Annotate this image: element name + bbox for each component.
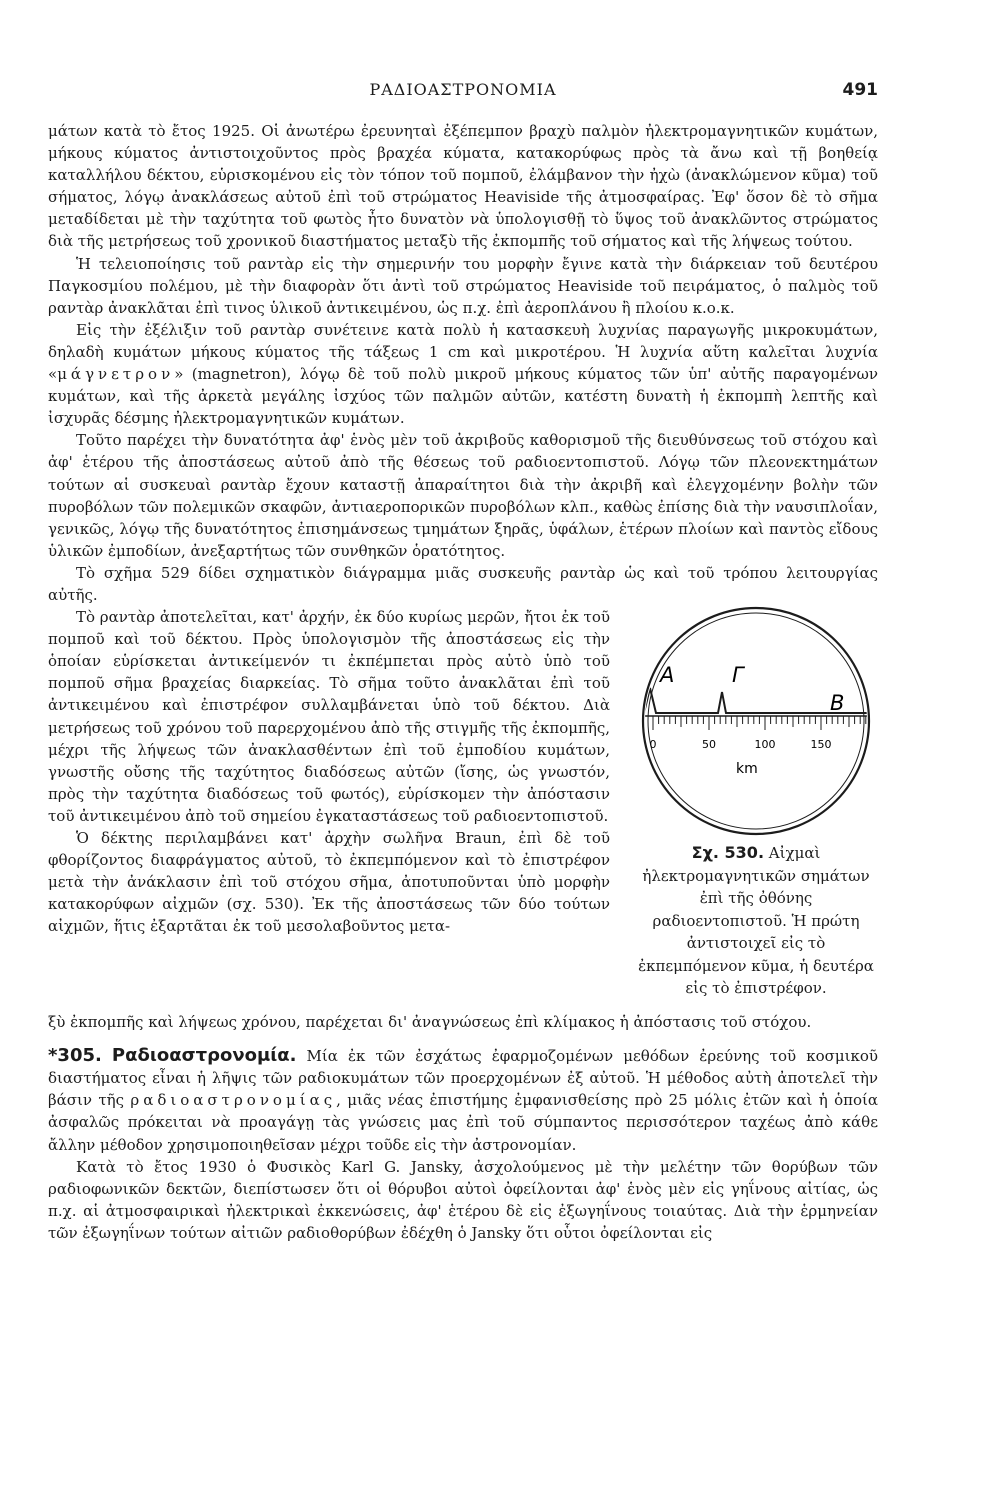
section-title: Ραδιοαστρονομία. bbox=[111, 1045, 297, 1067]
paragraph-magnetron bbox=[48, 319, 878, 429]
running-title: ΡΑΔΙΟΑΣΤΡΟΝΟΜΙΑ bbox=[369, 80, 557, 99]
radar-screen-outer-rim bbox=[643, 608, 869, 834]
caption-label: Σχ. 530. bbox=[691, 843, 765, 863]
magnetron-spaced-word: μάγνετρον bbox=[57, 365, 175, 384]
radioastronomy-spaced-word: ραδιοαστρονομίας bbox=[130, 1091, 337, 1110]
scale-ticks bbox=[653, 716, 877, 730]
label-g: Γ bbox=[732, 663, 744, 688]
paragraph-radar-perfection: Ἡ τελειοποίησις τοῦ ραντὰρ εἰς τὴν σημερινήν του μορφὴν ἔγινε κατὰ τὴν διάρκειαν τοῦ δευτέρου Παγκοσμίου πολέμου, μὲ τὴν διαφορὰν ὅτι ἀντὶ τοῦ στρώματος Heaviside τοῦ πειράματος, ὁ παλμὸς τοῦ ραντὰρ ἀνακλᾶται ἐπὶ τινος ὑλικοῦ ἀντικειμένου, ὡς π.χ. ἐπὶ ἀεροπλάνου ἢ πλοίου κ.ο.κ. bbox=[48, 254, 878, 317]
float-text-column bbox=[48, 606, 610, 937]
radar-screen-diagram bbox=[634, 606, 878, 836]
paragraph-figure-529-reference: Τὸ σχῆμα 529 δίδει σχηματικὸν διάγραμμα μιᾶς συσκευῆς ραντὰρ ὡς καὶ τοῦ τρόπου λειτουργίας αὐτῆς. bbox=[48, 563, 878, 604]
page-header bbox=[48, 80, 878, 106]
page-number: 491 bbox=[842, 80, 878, 100]
paragraph-heaviside-experiment: μάτων κατὰ τὸ ἔτος 1925. Οἱ ἀνωτέρω ἐρευνηταὶ ἐξέπεμπον βραχὺ παλμὸν ἠλεκτρομαγνητικῶν κυμάτων, μήκους κύματος ἀντιστοιχοῦντος πρὸς βραχέα κύματα, κατακορύφως πρὸς τὰ ἄνω καὶ τῇ βοηθείᾳ καταλλήλου δέκτου, εὑρισκομένου εἰς τὸν τόπον τοῦ πομποῦ, ἐλάμβανον τὴν ἠχὼ (ἀνακλώμενον κῦμα) τοῦ σήματος, λόγῳ ἀνακλάσεως αὐτοῦ ἐπὶ τοῦ στρώματος Heaviside τῆς ἀτμοσφαίρας. Ἐφ' ὅσον δὲ τὸ σῆμα μεταδίδεται μὲ τὴν ταχύτητα τοῦ φωτὸς ἦτο δυνατὸν νὰ ὑπολογισθῇ τὸ ὕψος τοῦ ἀνακλῶντος στρώματος διὰ τῆς μετρήσεως τοῦ χρονικοῦ διαστήματος μεταξὺ τῆς ἐκπομπῆς τοῦ σήματος καὶ τῆς λήψεως τούτου. bbox=[48, 122, 878, 251]
section-305-text-before: Μία ἐκ τῶν ἐσχάτως ἐφαρμοζομένων μεθόδων ἐρεύνης τοῦ κοσμικοῦ διαστήματος εἶναι ἡ λῆψις τῶν ραδιοκυμάτων τῶν προερχομένων ἐξ αὐτοῦ. Ἡ μέθοδος αὐτὴ ἀποτελεῖ τὴν βάσιν τῆς bbox=[48, 1047, 878, 1110]
figure-530 bbox=[634, 606, 878, 1000]
paragraph-receiver: Ὁ δέκτης περιλαμβάνει κατ' ἀρχὴν σωλῆνα Braun, ἐπὶ δὲ τοῦ φθορίζοντος διαφράγματος αὐτοῦ, τὸ ἐκπεμπόμενον καὶ τὸ ἐπιστρέφον μετὰ τὴν ἀνάκλασιν ἐπὶ τοῦ στόχου σῆμα, ἀποτυποῦνται ὑπὸ μορφὴν κατακορύφων αἰχμῶν (σχ. 530). Ἐκ τῆς ἀποστάσεως τῶν δύο τούτων αἰχμῶν, ἥτις ἐξαρτᾶται ἐκ τοῦ μεσολαβοῦντος μετα- bbox=[48, 829, 610, 936]
section-305-text-after: , μιᾶς νέας ἐπιστήμης ἐμφανισθείσης πρὸ 25 μόλις ἐτῶν καὶ ἡ ὁποία ἀσφαλῶς πρόκειται νὰ προαγάγῃ τὰς γνώσεις μας ἐπὶ τοῦ σύμπαντος περισσότερον ταχέως ἀπὸ κάθε ἄλλην μέθοδον χρησιμοποιηθεῖσαν μέχρι τοῦδε εἰς τὴν ἀστρονομίαν. bbox=[48, 1091, 878, 1154]
paragraph-receiver-end: ξὺ ἐκπομπῆς καὶ λήψεως χρόνου, παρέχεται δι' ἀναγνώσεως ἐπὶ κλίμακος ἡ ἀπόστασις τοῦ στόχου. bbox=[48, 1013, 812, 1032]
section-305 bbox=[48, 1045, 878, 1155]
label-b: Β bbox=[830, 691, 845, 716]
paragraph-radar-applications: Τοῦτο παρέχει τὴν δυνατότητα ἀφ' ἑνὸς μὲν τοῦ ἀκριβοῦς καθορισμοῦ τῆς διευθύνσεως τοῦ στόχου καὶ ἀφ' ἑτέρου τῆς ἀποστάσεως αὐτοῦ ἀπὸ τῆς θέσεως τοῦ ραδιοεντοπιστοῦ. Λόγῳ τῶν πλεονεκτημάτων τούτων αἱ συσκευαὶ ραντὰρ ἔχουν καταστῇ ἀπαραίτητοι διὰ τὴν ἀκριβῆ καὶ ἐλεγχομένην βολὴν τῶν πυροβόλων τῶν πολεμικῶν σκαφῶν, ἀντιαεροπορικῶν πυροβόλων κλπ., καθὼς ἐπίσης διὰ τὴν ναυσιπλοΐαν, γενικῶς, λόγῳ τῆς δυνατότητος ἐπισημάνσεως τμημάτων ξηρᾶς, ὑφάλων, ἑτέρων πλοίων καὶ παντὸς εἴδους ὑλικῶν ἐμποδίων, ἀνεξαρτήτως τῶν συνθηκῶν ὁρατότητος. bbox=[48, 431, 878, 560]
section-number: *305. bbox=[48, 1045, 102, 1067]
label-a: Α bbox=[660, 663, 675, 688]
paragraph-jansky: Κατὰ τὸ ἔτος 1930 ὁ Φυσικὸς Karl G. Jansky, ἀσχολούμενος μὲ τὴν μελέτην τῶν θορύβων τῶν ραδιοφωνικῶν δεκτῶν, διεπίστωσεν ὅτι οἱ θόρυβοι αὐτοὶ ὀφείλονται ἀφ' ἑνὸς μὲν εἰς γηΐνους αἰτίας, ὡς π.χ. αἱ ἀτμοσφαιρικαὶ ἠλεκτρικαὶ ἐκκενώσεις, ἀφ' ἑτέρου δὲ εἰς ἐξωγηΐνους τοιαύτας. Διὰ τὴν ἑρμηνείαν τῶν ἐξωγηΐνων τούτων αἰτιῶν ραδιοθορύβων ἐδέχθη ὁ Jansky ὅτι οὗτοι ὀφείλονται εἰς bbox=[48, 1157, 878, 1242]
figure-caption bbox=[634, 842, 878, 1000]
caption-text: Αἰχμαὶ ἠλεκτρομαγνητικῶν σημάτων ἐπὶ τῆς ὀθόνης ραδιοεντοπιστοῦ. Ἡ πρώτη ἀντιστοιχεῖ εἰς τὸ ἐκπεμπόμενον κῦμα, ἡ δευτέρα εἰς τὸ ἐπιστρέφον. bbox=[638, 844, 874, 998]
scale-label-150: 150 bbox=[810, 738, 832, 752]
scale-label-0: 0 bbox=[649, 738, 657, 752]
body-text bbox=[48, 120, 878, 1244]
magnetron-text-before: Εἰς τὴν ἐξέλιξιν τοῦ ραντὰρ συνέτεινε κατὰ πολὺ ἡ κατασκευὴ λυχνίας παραγωγῆς μικροκυμάτων, δηλαδὴ κυμάτων μήκους κύματος τῆς τάξεως 1 cm καὶ μικροτέρου. Ἡ λυχνία αὕτη καλεῖται λυχνία « bbox=[48, 320, 878, 384]
scale-label-100: 100 bbox=[754, 738, 776, 752]
figure-float-section bbox=[48, 606, 878, 1011]
magnetron-text-after: » (magnetron), λόγῳ δὲ τοῦ πολὺ μικροῦ μήκους κύματος τῶν ὑπ' αὐτῆς παραγομένων κυμάτων, καὶ τῆς ἀρκετὰ μεγάλης ἰσχύος τῶν παλμῶν αὐτῶν, κατέστη δυνατὴ ἡ ἐκπομπὴ λεπτῆς καὶ ἰσχυρᾶς δέσμης ἠλεκτρομαγνητικῶν κυμάτων. bbox=[48, 365, 878, 428]
scale-unit-km: km bbox=[736, 761, 758, 778]
paragraph-radar-parts: Τὸ ραντὰρ ἀποτελεῖται, κατ' ἀρχήν, ἐκ δύο κυρίως μερῶν, ἤτοι ἐκ τοῦ πομποῦ καὶ τοῦ δέκτου. Πρὸς ὑπολογισμὸν τῆς ἀποστάσεως εἰς τὴν ὁποίαν εὑρίσκεται ἀντικείμενόν τι ἐκπέμπεται πρὸς αὐτὸ ὑπὸ τοῦ πομποῦ σῆμα βραχείας διαρκείας. Τὸ σῆμα τοῦτο ἀνακλᾶται ἐπὶ τοῦ ἀντικειμένου καὶ ἐπιστρέφον συλλαμβάνεται ὑπὸ τοῦ δέκτου. Διὰ μετρήσεως τοῦ χρόνου τοῦ παρερχομένου ἀπὸ τῆς στιγμῆς τῆς ἐκπομπῆς, μέχρι τῆς λήψεως τῶν ἀνακλασθέντων ἐπὶ τοῦ ἐμποδίου κυμάτων, γνωστῆς οὔσης τῆς ταχύτητος διαδόσεως αὐτῶν (ἴσης, ὡς γνωστόν, πρὸς τὴν ταχύτητα διαδόσεως τοῦ φωτός), εὑρίσκομεν τὴν ἀπόστασιν τοῦ ἀντικειμένου ἀπὸ τοῦ σημείου ἐγκαταστάσεως τοῦ ραδιοεντοπιστοῦ. bbox=[48, 608, 610, 825]
scale-label-50: 50 bbox=[702, 738, 716, 752]
radar-screen-inner-rim bbox=[648, 613, 864, 829]
